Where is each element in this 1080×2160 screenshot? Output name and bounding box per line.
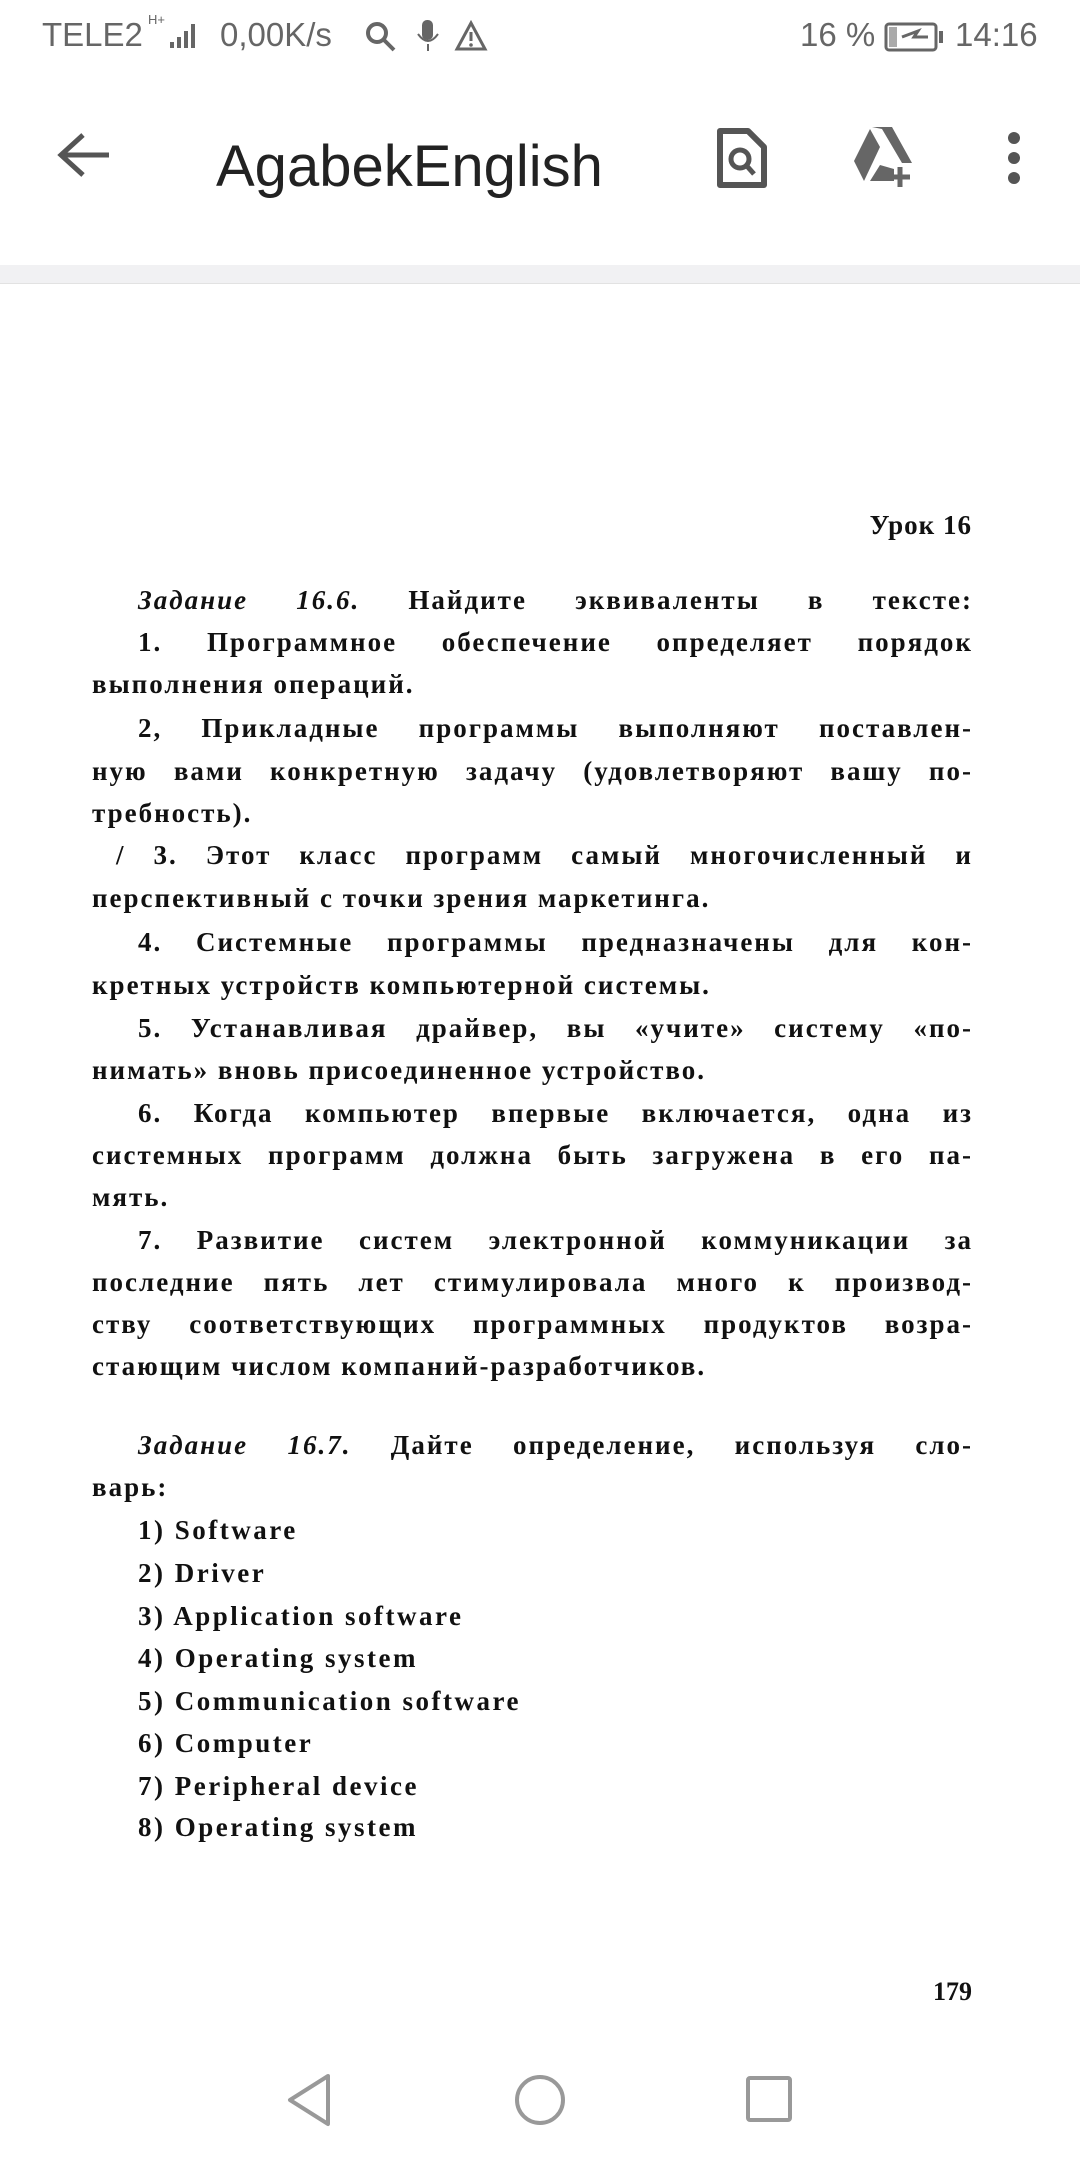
text-line: мять. (92, 1182, 170, 1212)
list-item: 5) Communication software (138, 1686, 521, 1716)
signal-icon (166, 20, 202, 50)
task-instruction: Найдите эквиваленты в тексте: (408, 585, 973, 615)
task-16-7-heading (138, 1427, 973, 1463)
network-type: H+ (148, 12, 165, 27)
text-line: ству соответствующих программных продуктов возра- (92, 1309, 973, 1339)
list-item: 7) Peripheral device (138, 1771, 419, 1801)
list-item: 3) Application software (138, 1601, 464, 1631)
task-instruction: Дайте определение, используя сло- (390, 1430, 973, 1460)
battery-percent: 16 % (800, 16, 876, 53)
more-options-icon[interactable] (1000, 130, 1028, 186)
divider (0, 265, 1080, 284)
list-item: 6) Computer (138, 1728, 314, 1758)
page-number: 179 (933, 1977, 972, 2006)
microphone-icon (414, 18, 442, 54)
clock: 14:16 (955, 16, 1038, 53)
list-item: 2) Driver (138, 1558, 267, 1588)
add-to-drive-icon[interactable] (852, 125, 922, 189)
search-icon (364, 20, 398, 54)
text-line: выполнения операций. (92, 669, 415, 699)
status-bar (0, 0, 1080, 75)
document-page (0, 284, 1080, 2014)
task-16-6-heading (138, 582, 973, 618)
warning-icon (454, 20, 488, 52)
app-bar (0, 75, 1080, 266)
back-arrow-icon[interactable] (55, 130, 115, 180)
text-line: перспективный с точки зрения маркетинга. (92, 883, 711, 913)
task-label: Задание 16.6. (138, 585, 361, 615)
text-line: 7. Развитие систем электронной коммуникации за (138, 1225, 973, 1255)
text-line: стающим числом компаний-разработчиков. (92, 1351, 707, 1381)
text-line: 5. Устанавливая драйвер, вы «учите» систему «по- (138, 1013, 973, 1043)
list-item: 1) Software (138, 1515, 298, 1545)
find-in-document-icon[interactable] (716, 127, 768, 191)
text-line: / 3. Этот класс программ самый многочисленный и (116, 840, 973, 870)
text-line: 6. Когда компьютер впервые включается, одна из (138, 1098, 973, 1128)
text-line: требность). (92, 798, 253, 828)
list-item: 8) Operating system (138, 1812, 418, 1842)
text-line: системных программ должна быть загружена в его па- (92, 1140, 973, 1170)
back-nav-icon[interactable] (284, 2072, 334, 2128)
text-line: ную вами конкретную задачу (удовлетворяют вашу по- (92, 756, 973, 786)
app-title: AgabekEnglish (216, 134, 603, 199)
battery-charging-icon (884, 22, 946, 52)
carrier: TELE2 (42, 16, 143, 53)
recents-nav-icon[interactable] (744, 2074, 796, 2126)
home-nav-icon[interactable] (512, 2072, 568, 2128)
text-line: варь: (92, 1472, 169, 1502)
lesson-header: Урок 16 (869, 510, 972, 540)
text-line: последние пять лет стимулировала много к производ- (92, 1267, 973, 1297)
text-line: кретных устройств компьютерной системы. (92, 970, 711, 1000)
text-line: 4. Системные программы предназначены для кон- (138, 927, 973, 957)
text-line: 1. Программное обеспечение определяет порядок (138, 627, 973, 657)
navigation-bar (0, 2040, 1080, 2160)
list-item: 4) Operating system (138, 1643, 418, 1673)
text-line: 2, Прикладные программы выполняют поставлен- (138, 713, 973, 743)
task-label: Задание 16.7. (138, 1430, 352, 1460)
net-speed: 0,00K/s (220, 16, 332, 53)
text-line: нимать» вновь присоединенное устройство. (92, 1055, 707, 1085)
